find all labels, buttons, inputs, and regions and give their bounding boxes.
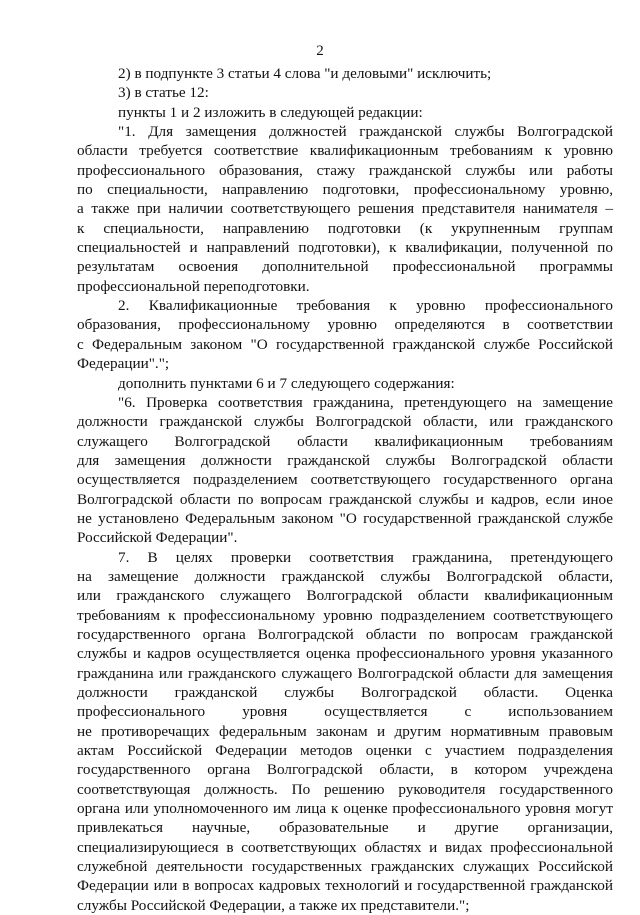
text-line: специальностей и направлений подготовки), к квалификации, полученной по [77,239,613,257]
text-line: служащего Волгоградской области квалификационным требованиям [77,432,613,450]
text-line: актам Российской Федерации методов оценки с участием подразделения [77,742,613,760]
text-line: результатам освоения дополнительной профессиональной программы [77,258,613,276]
text-line: "6. Проверка соответствия гражданина, претендующего на замещение [118,393,613,411]
text-line: или гражданского служащего Волгоградской области квалификационным [77,587,613,605]
text-line: дополнить пунктами 6 и 7 следующего содержания: [118,374,455,392]
text-line: государственного органа Волгоградской области по вопросам гражданской [77,625,613,643]
text-line: гражданина или гражданского служащего Волгоградской области для замещения [77,664,613,682]
text-line: профессиональной переподготовки. [77,277,310,295]
text-line: с Федеральным законом "О государственной гражданской службе Российской [77,335,613,353]
text-line: к специальности, направлению подготовки (к укрупненным группам [77,219,613,237]
text-line: привлекаться научные, образовательные и другие организации, [77,819,613,837]
text-line: соответствующая должность. По решению руководителя государственного [77,780,613,798]
text-line: на замещение должности гражданской службы Волгоградской области, [77,567,613,585]
text-line: "1. Для замещения должностей гражданской службы Волгоградской [118,123,613,141]
page-number: 2 [316,43,324,59]
text-line: государственного органа Волгоградской области, в котором учреждена [77,761,613,779]
text-line: 2) в подпункте 3 статьи 4 слова "и деловыми" исключить; [118,65,492,82]
text-line: а также при наличии соответствующего решения представителя нанимателя – [77,200,613,218]
text-line: специализирующиеся в соответствующих областях и видах профессиональной [77,838,613,856]
text-line: осуществляется подразделением соответствующего государственного органа [77,471,613,489]
text-line: области требуется соответствие квалификационным требованиям к уровню [77,142,613,160]
text-line: не установлено Федеральным законом "О государственной гражданской службе [77,509,613,527]
text-line: Российской Федерации". [77,529,238,547]
text-line: для замещения должности гражданской службы Волгоградской области [77,451,613,469]
text-line: профессионального уровня осуществляется с использованием [77,703,613,721]
text-line: требованиям к профессиональному уровню подразделением соответствующего [77,606,613,624]
document-body [77,64,613,915]
text-line: 7. В целях проверки соответствия гражданина, претендующего [118,548,613,566]
text-line: служебной деятельности государственных гражданских служащих Российской [77,858,613,876]
text-line: не противоречащих федеральным законам и другим нормативным правовым [77,722,613,740]
text-line: должности гражданской службы Волгоградской области, или гражданского [77,413,613,431]
text-line: Федерации"."; [77,355,170,373]
text-line: Волгоградской области по вопросам гражданской службы и кадров, если иное [77,490,613,508]
text-line: органа или уполномоченного им лица к оценке профессионального уровня могут [77,800,613,818]
text-line: по специальности, направлению подготовки, профессиональному уровню, [77,181,613,199]
text-line: профессионального образования, стажу гражданской службы или работы [77,161,613,179]
text-line: образования, профессиональному уровню определяются в соответствии [77,316,613,334]
text-line: 3) в статье 12: [118,84,209,102]
text-line: должности гражданской службы Волгоградской области. Оценка [77,684,613,701]
text-line: Федерации или в вопросах кадровых технологий и государственной гражданской [77,877,613,895]
text-line: службы Российской Федерации, а также их представители."; [77,896,470,914]
text-line: 2. Квалификационные требования к уровню профессионального [118,297,613,315]
text-line: службы и кадров осуществляется оценка профессионального уровня указанного [77,645,613,663]
text-line: пункты 1 и 2 изложить в следующей редакции: [118,103,423,121]
